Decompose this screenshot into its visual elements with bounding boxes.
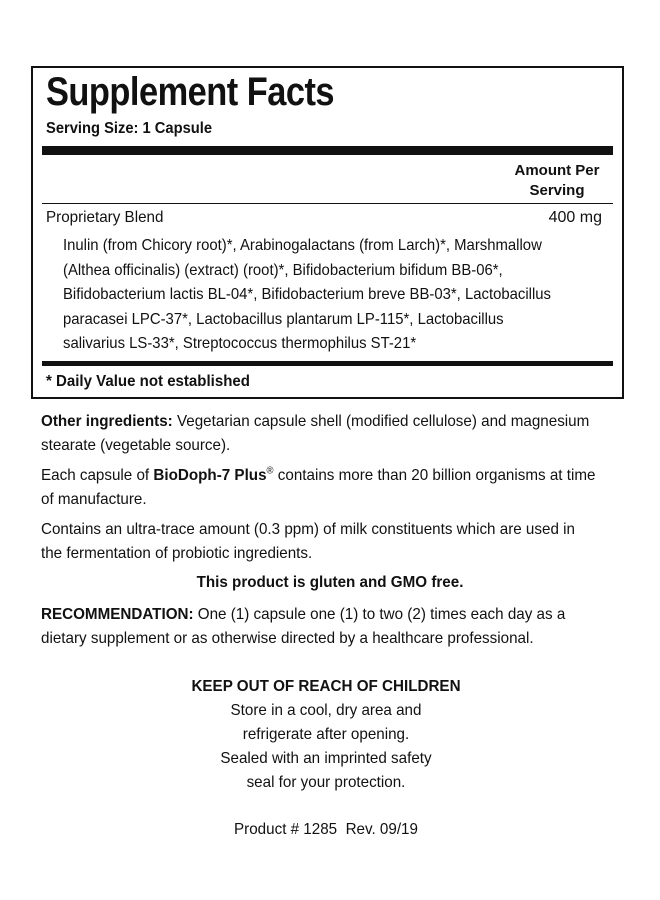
- thick-divider: [42, 146, 613, 155]
- other-ingredients: [41, 410, 621, 458]
- amount-per-serving-header: [502, 161, 612, 201]
- amount-header-line: Amount Per: [514, 162, 600, 179]
- ingredient-line: (Althea officinalis) (extract) (root)*, Bifidobacterium bifidum BB-06*,: [63, 261, 503, 279]
- warning-heading: KEEP OUT OF REACH OF CHILDREN: [191, 678, 461, 695]
- milk-notice: [41, 518, 621, 566]
- thin-divider: [42, 203, 613, 204]
- other-ingredients-label: Other ingredients:: [41, 413, 173, 430]
- amount-header-line: Serving: [529, 182, 585, 199]
- recommendation-text: dietary supplement or as otherwise directed by a healthcare professional.: [41, 630, 534, 647]
- panel-title: Supplement Facts: [46, 70, 335, 114]
- ingredient-line: Bifidobacterium lactis BL-04*, Bifidobacterium breve BB-03*, Lactobacillus: [63, 286, 551, 303]
- warning-line: seal for your protection.: [246, 774, 406, 791]
- medium-divider: [42, 361, 613, 366]
- blend-amount: 400 mg: [548, 209, 602, 226]
- blend-name: Proprietary Blend: [46, 209, 164, 226]
- milk-notice-line: Contains an ultra-trace amount (0.3 ppm) of milk constituents which are used in: [41, 521, 575, 538]
- organism-count: [41, 464, 621, 512]
- serving-size: Serving Size: 1 Capsule: [46, 120, 213, 137]
- other-ingredients-text: stearate (vegetable source).: [41, 437, 231, 454]
- organism-prefix: Each capsule of: [41, 467, 154, 484]
- product-number: [0, 818, 656, 842]
- daily-value-note: * Daily Value not established: [46, 373, 250, 390]
- ingredient-line: paracasei LPC-37*, Lactobacillus plantarum LP-115*, Lactobacillus: [63, 310, 504, 328]
- gluten-free-text: This product is gluten and GMO free.: [196, 574, 464, 591]
- registered-mark: ®: [266, 465, 274, 477]
- product-name: BioDoph-7 Plus: [153, 467, 267, 484]
- product-number-text: Product # 1285 Rev. 09/19: [234, 821, 418, 838]
- milk-notice-line: the fermentation of probiotic ingredients.: [41, 545, 313, 562]
- ingredient-line: Inulin (from Chicory root)*, Arabinogalactans (from Larch)*, Marshmallow: [63, 237, 542, 254]
- blend-ingredients: [63, 234, 603, 357]
- gluten-free-statement: [0, 571, 660, 595]
- other-ingredients-text: Vegetarian capsule shell (modified cellulose) and magnesium: [172, 413, 590, 430]
- organism-line: of manufacture.: [41, 491, 147, 508]
- recommendation: [41, 603, 621, 651]
- organism-suffix: contains more than 20 billion organisms at time: [273, 467, 596, 484]
- warning-line: refrigerate after opening.: [242, 726, 410, 743]
- warning-line: Sealed with an imprinted safety: [220, 750, 432, 767]
- ingredient-line: salivarius LS-33*, Streptococcus thermophilus ST-21*: [63, 335, 417, 352]
- storage-warning: [0, 675, 656, 795]
- recommendation-text: One (1) capsule one (1) to two (2) times each day as a: [193, 606, 566, 623]
- warning-line: Store in a cool, dry area and: [230, 702, 422, 719]
- supplement-facts-panel: [31, 66, 624, 399]
- recommendation-label: RECOMMENDATION:: [41, 606, 194, 623]
